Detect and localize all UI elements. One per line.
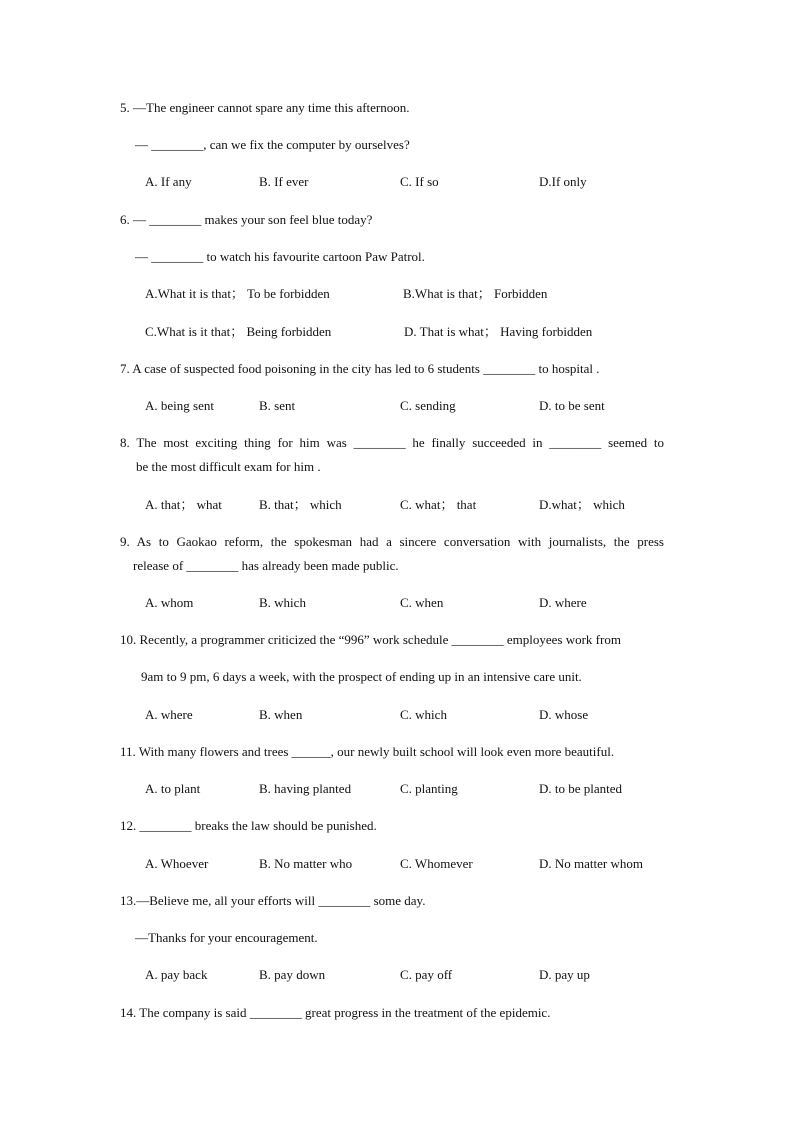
question-13-response: —Thanks for your encouragement. <box>135 930 318 945</box>
question-5-stem: 5. —The engineer cannot spare any time this afternoon. <box>120 100 410 115</box>
question-11-option-c: C. planting <box>400 781 458 796</box>
question-5-response: — ________, can we fix the computer by ourselves? <box>135 137 410 152</box>
question-7-option-d: D. to be sent <box>539 398 605 413</box>
question-7-option-b: B. sent <box>259 398 296 413</box>
question-6-stem: 6. — ________ makes your son feel blue today? <box>120 212 373 227</box>
question-8-option-c: C. what； that <box>400 497 477 512</box>
question-8-stem: 8. The most exciting thing for him was ________ he finally succeeded in ________ seemed to <box>120 435 664 450</box>
question-9-stem: 9. As to Gaokao reform, the spokesman had a sincere conversation with journalists, the press <box>120 534 664 549</box>
question-9-stem-continued: release of ________ has already been made public. <box>133 558 399 573</box>
question-6-option-b: B.What is that； Forbidden <box>403 286 548 301</box>
question-13-option-b: B. pay down <box>259 967 326 982</box>
question-12-option-b: B. No matter who <box>259 856 353 871</box>
question-7-option-a: A. being sent <box>145 398 214 413</box>
question-6-option-a: A.What it is that； To be forbidden <box>145 286 330 301</box>
question-8-option-a: A. that； what <box>145 497 222 512</box>
question-13-option-c: C. pay off <box>400 967 453 982</box>
question-9-option-c: C. when <box>400 595 444 610</box>
question-6-option-d: D. That is what； Having forbidden <box>404 324 593 339</box>
question-10-option-a: A. where <box>145 707 193 722</box>
question-7-option-c: C. sending <box>400 398 456 413</box>
question-11-option-a: A. to plant <box>145 781 201 796</box>
question-14-stem: 14. The company is said ________ great progress in the treatment of the epidemic. <box>120 1005 551 1020</box>
question-5-option-a: A. If any <box>145 174 192 189</box>
question-13-stem: 13.—Believe me, all your efforts will ________ some day. <box>120 893 426 908</box>
question-6-option-c: C.What is it that； Being forbidden <box>145 324 332 339</box>
question-12-option-a: A. Whoever <box>145 856 209 871</box>
question-11-option-d: D. to be planted <box>539 781 623 796</box>
question-8-option-d: D.what； which <box>539 497 625 512</box>
question-10-stem: 10. Recently, a programmer criticized the “996” work schedule ________ employees work from <box>120 632 621 647</box>
question-10-option-c: C. which <box>400 707 447 722</box>
question-10-stem-continued: 9am to 9 pm, 6 days a week, with the prospect of ending up in an intensive care unit. <box>141 669 582 684</box>
question-13-option-d: D. pay up <box>539 967 590 982</box>
question-8-option-b: B. that； which <box>259 497 342 512</box>
question-9-option-b: B. which <box>259 595 306 610</box>
question-11-stem: 11. With many flowers and trees ______, our newly built school will look even more beautiful. <box>120 744 615 759</box>
question-5-option-d: D.If only <box>539 174 587 189</box>
question-5-option-b: B. If ever <box>259 174 309 189</box>
question-12-stem: 12. ________ breaks the law should be punished. <box>120 818 377 833</box>
question-10-option-b: B. when <box>259 707 303 722</box>
question-9-option-a: A. whom <box>145 595 194 610</box>
question-11-option-b: B. having planted <box>259 781 352 796</box>
question-12-option-c: C. Whomever <box>400 856 473 871</box>
question-5-option-c: C. If so <box>400 174 439 189</box>
question-12-option-d: D. No matter whom <box>539 856 643 871</box>
question-6-response: — ________ to watch his favourite cartoon Paw Patrol. <box>135 249 425 264</box>
question-10-option-d: D. whose <box>539 707 589 722</box>
question-13-option-a: A. pay back <box>145 967 208 982</box>
question-7-stem: 7. A case of suspected food poisoning in the city has led to 6 students ________ to hospital . <box>120 361 600 376</box>
question-8-stem-continued: be the most difficult exam for him . <box>136 459 321 474</box>
question-9-option-d: D. where <box>539 595 587 610</box>
